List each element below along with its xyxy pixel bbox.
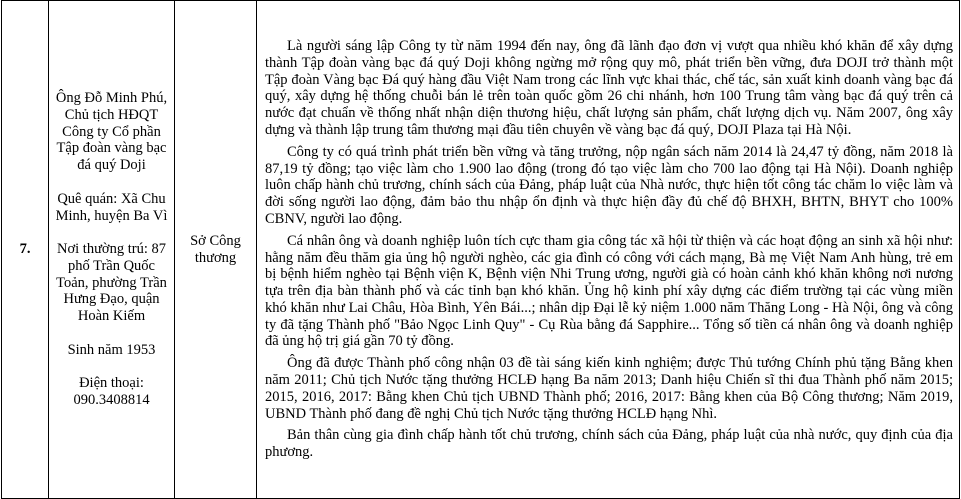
person-hometown: Quê quán: Xã Chu Minh, huyện Ba Vì xyxy=(55,190,168,224)
person-phone: Điện thoại: 090.3408814 xyxy=(73,375,150,409)
description-paragraph: Cá nhân ông và doanh nghiệp luôn tích cực tham gia công tác xã hội từ thiện và các hoạt động an sinh xã hội như: hằng năm đều thăm gia ủng hộ người nghèo, các gia đình có công với cách mạng, Bà mẹ Việt Nam Anh hùng, trẻ em bị bệnh hiểm nghèo tại Bệnh viện K, Bệnh viện Nhi Trung ương, người già có hoàn cảnh khó khăn không nơi nương tựa trên địa bàn thành phố và các tỉnh bạn khó khăn. Ủng hộ kinh phí xây dựng các điểm trường tại các vùng miền khó khăn như Lai Châu, Hòa Bình, Yên Bái...; nhân dịp Đại lễ kỷ niệm 1.000 năm Thăng Long - Hà Nội, ông và công ty đã tặng Thành phố "Bảo Ngọc Linh Quy" - Cụ Rùa bằng đá Sapphire... Tổng số tiền cá nhân ông và doanh nghiệp đã ủng hộ trị giá gần 70 tỷ đồng. xyxy=(265,232,953,350)
person-birth-year: Sinh năm 1953 xyxy=(67,341,156,358)
row-number: 7. xyxy=(2,1,49,499)
description-paragraph: Bản thân cùng gia đình chấp hành tốt chủ trương, chính sách của Đảng, pháp luật của nhà nước, quy định của địa phương. xyxy=(265,427,953,461)
person-residence: Nơi thường trú: 87 phố Trần Quốc Toản, phường Trần Hưng Đạo, quận Hoàn Kiếm xyxy=(56,241,167,325)
description-paragraph: Ông đã được Thành phố công nhận 03 đề tài sáng kiến kinh nghiệm; được Thủ tướng Chính phủ tặng Bằng khen năm 2011; Chủ tịch Nước tặng thưởng HCLĐ hạng Ba năm 2013; Danh hiệu Chiến sĩ thi đua Thành phố năm 2015; 2015, 2016, 2017: Bằng khen Chủ tịch UBND Thành phố; 2016, 2017: Bằng khen của Bộ Công thương; Năm 2019, UBND Thành phố đang đề nghị Chủ tịch Nước tặng thưởng HCLĐ hạng Nhì. xyxy=(265,355,953,422)
description-paragraph: Công ty có quá trình phát triển bền vững và tăng trưởng, nộp ngân sách năm 2014 là 24,47 tỷ đồng, năm 2018 là 87,19 tỷ đồng; tạo việc làm cho 1.900 lao động (trong đó tạo việc làm cho 700 lao động tại Hà Nội). Doanh nghiệp luôn chấp hành chủ trương, chính sách của Đảng, pháp luật của Nhà nước, thực hiện tốt công tác chăm lo việc làm và đời sống người lao động, đảm bảo thu nhập ổn định và thực hiện đầy đủ chế độ BHXH, BHTN, BHYT cho 100% CBNV, người lao động. xyxy=(265,143,953,227)
table-row xyxy=(2,1,960,499)
nominee-table xyxy=(1,0,960,499)
nominating-agency: Sở Công thương xyxy=(175,1,257,499)
person-info-cell xyxy=(49,1,175,499)
person-name-title: Ông Đỗ Minh Phú, Chủ tịch HĐQT Công ty Cổ phần Tập đoàn vàng bạc đá quý Doji xyxy=(55,89,168,174)
description-paragraph: Là người sáng lập Công ty từ năm 1994 đến nay, ông đã lãnh đạo đơn vị vượt qua nhiều khó khăn để xây dựng thành Tập đoàn vàng bạc đá quý Doji không ngừng mở rộng quy mô, phát triển bền vững, đưa DOJI trở thành một Tập đoàn Vàng bạc Đá quý hàng đầu Việt Nam trong các lĩnh vực khai thác, chế tác, sản xuất kinh doanh vàng bạc đá quý, xây dựng hệ thống chuỗi bán lẻ trên toàn quốc gồm 26 chi nhánh, hơn 100 Trung tâm vàng bạc đá quý trên cả nước đạt chuẩn về thống nhất nhận diện thương hiệu, chất lượng sản phẩm, chất lượng dịch vụ. Năm 2007, ông xây dựng và thành lập trung tâm thương mại đầu tiên chuyên về vàng bạc đá quý, DOJI Plaza tại Hà Nội. xyxy=(265,37,953,138)
achievement-description xyxy=(257,1,960,499)
